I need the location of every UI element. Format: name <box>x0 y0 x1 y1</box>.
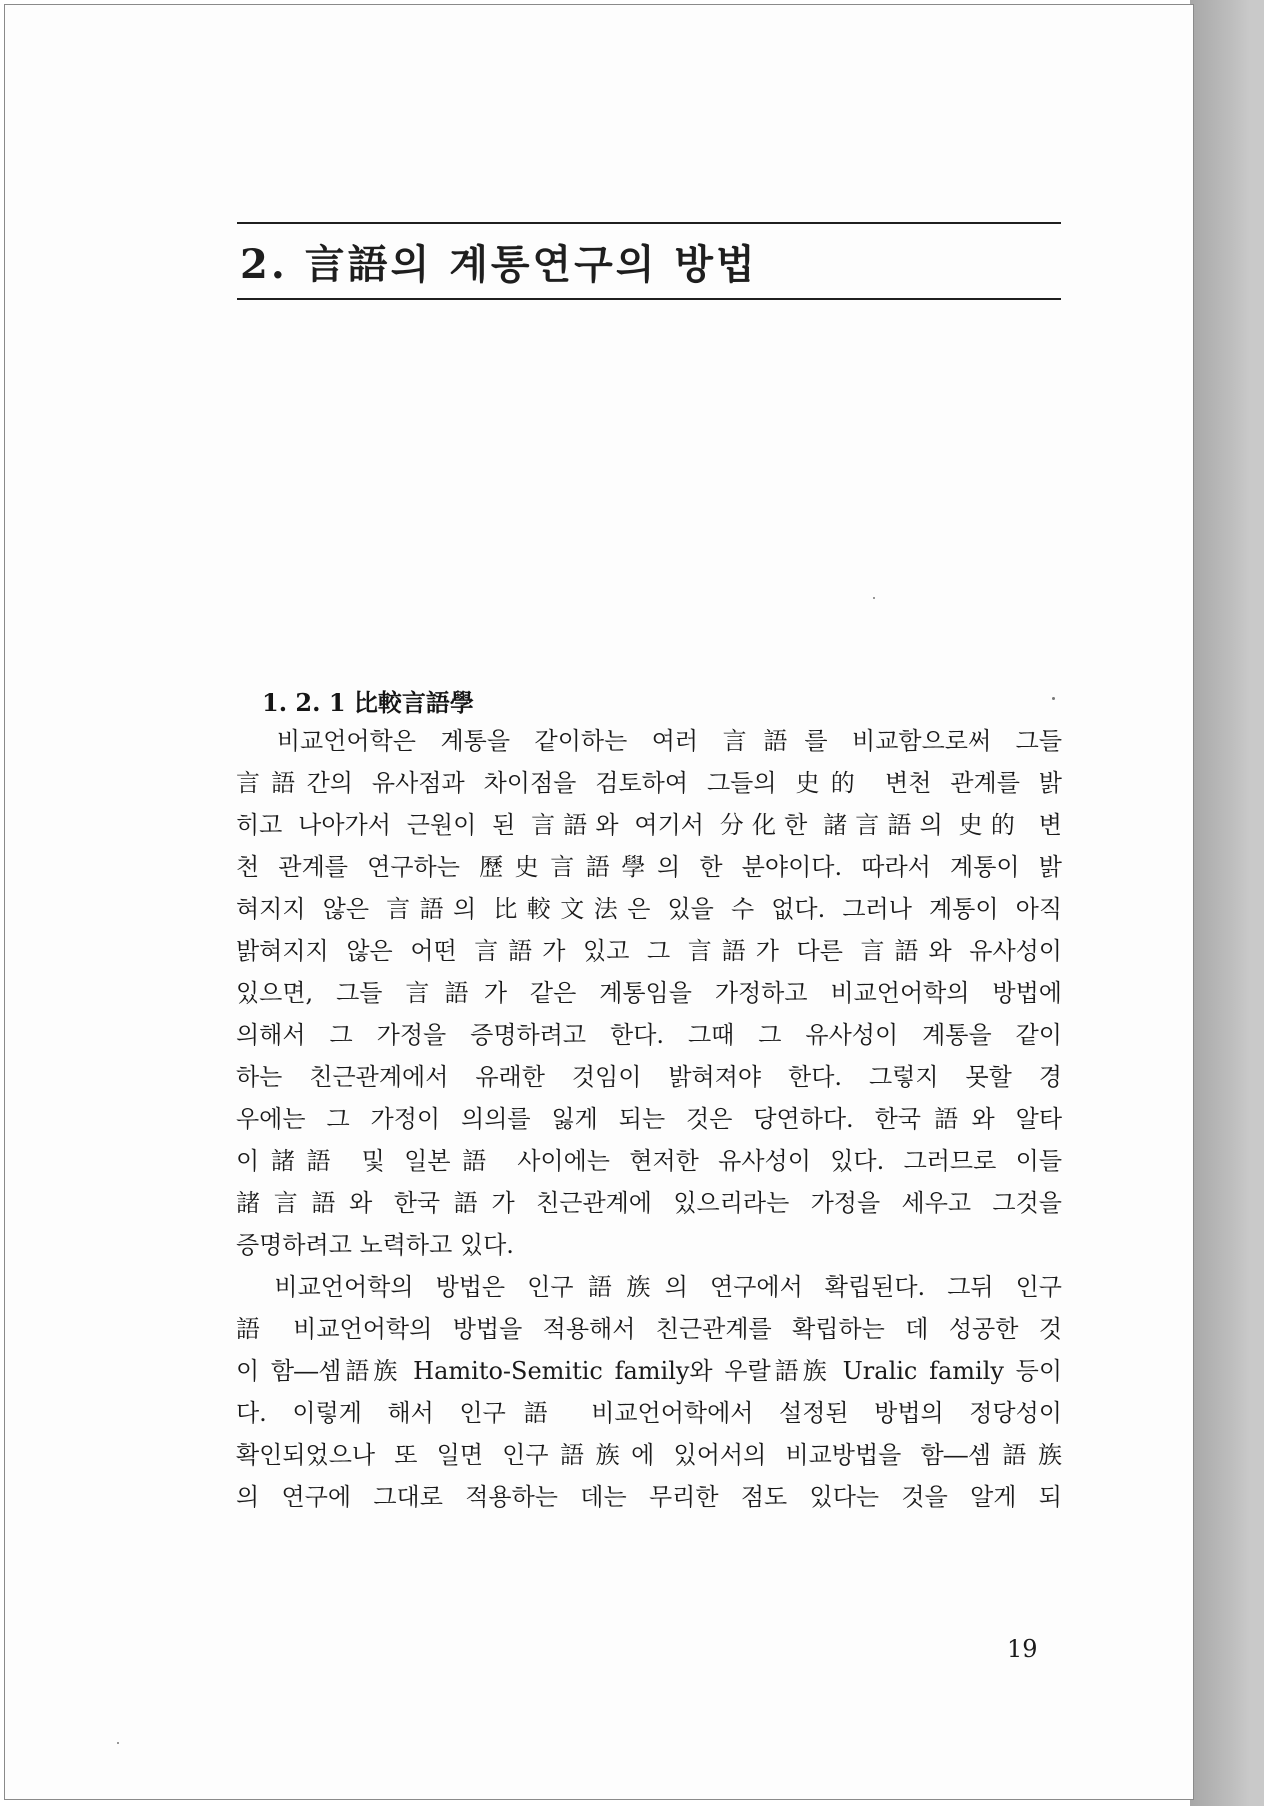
body-line: 의해서 그 가정을 증명하려고 한다. 그때 그 유사성이 계통을 같이 <box>236 1021 1062 1049</box>
body-line: 하는 친근관계에서 유래한 것임이 밝혀져야 한다. 그렇지 못할 경 <box>236 1063 1062 1091</box>
body-line: 言語간의 유사점과 차이점을 검토하여 그들의 史的 변천 관계를 밝 <box>236 769 1062 797</box>
chapter-title: 2. 言語의 계통연구의 방법 <box>240 241 758 288</box>
title-top-rule <box>237 222 1061 224</box>
body-line: 비교언어학은 계통을 같이하는 여러 言語를 비교함으로써 그들 <box>236 727 1062 755</box>
body-line: 혀지지 않은 言語의 比較文法은 있을 수 없다. 그러나 계통이 아직 <box>236 895 1062 923</box>
body-line: 있으면, 그들 言語가 같은 계통임을 가정하고 비교언어학의 방법에 <box>236 979 1062 1007</box>
body-line: 語 비교언어학의 방법을 적용해서 친근관계를 확립하는 데 성공한 것 <box>236 1315 1062 1343</box>
page-number: 19 <box>1007 1635 1038 1663</box>
body-line: 비교언어학의 방법은 인구語族의 연구에서 확립된다. 그뒤 인구 <box>236 1273 1062 1301</box>
body-line: 의 연구에 그대로 적용하는 데는 무리한 점도 있다는 것을 알게 되 <box>236 1483 1062 1511</box>
body-line: 천 관계를 연구하는 歷史言語學의 한 분야이다. 따라서 계통이 밝 <box>236 853 1062 881</box>
body-line: 이諸語 및 일본語 사이에는 현저한 유사성이 있다. 그러므로 이들 <box>236 1147 1062 1175</box>
section-heading: 1. 2. 1 比較言語學 <box>262 688 474 717</box>
body-line: 증명하려고 노력하고 있다. <box>236 1231 514 1259</box>
body-line: 우에는 그 가정이 의의를 잃게 되는 것은 당연하다. 한국語와 알타 <box>236 1105 1062 1133</box>
scan-speck <box>117 1742 119 1744</box>
scan-speck <box>1052 697 1055 700</box>
title-bottom-rule <box>237 298 1061 300</box>
body-text <box>236 720 1062 1518</box>
book-edge-shadow <box>1250 0 1264 1806</box>
body-line: 밝혀지지 않은 어떤 言語가 있고 그 言語가 다른 言語와 유사성이 <box>236 937 1062 965</box>
body-line: 다. 이렇게 해서 인구語 비교언어학에서 설정된 방법의 정당성이 <box>236 1399 1062 1427</box>
scan-speck <box>873 597 875 599</box>
body-line: 이 함―셈語族 Hamito-Semitic family와 우랄語族 Uralic family 등이 <box>236 1357 1062 1385</box>
body-line: 히고 나아가서 근원이 된 言語와 여기서 分化한 諸言語의 史的 변 <box>236 811 1062 839</box>
body-line: 확인되었으나 또 일면 인구語族에 있어서의 비교방법을 함―셈語族 <box>236 1441 1062 1469</box>
body-line: 諸言語와 한국語가 친근관계에 있으리라는 가정을 세우고 그것을 <box>236 1189 1062 1217</box>
